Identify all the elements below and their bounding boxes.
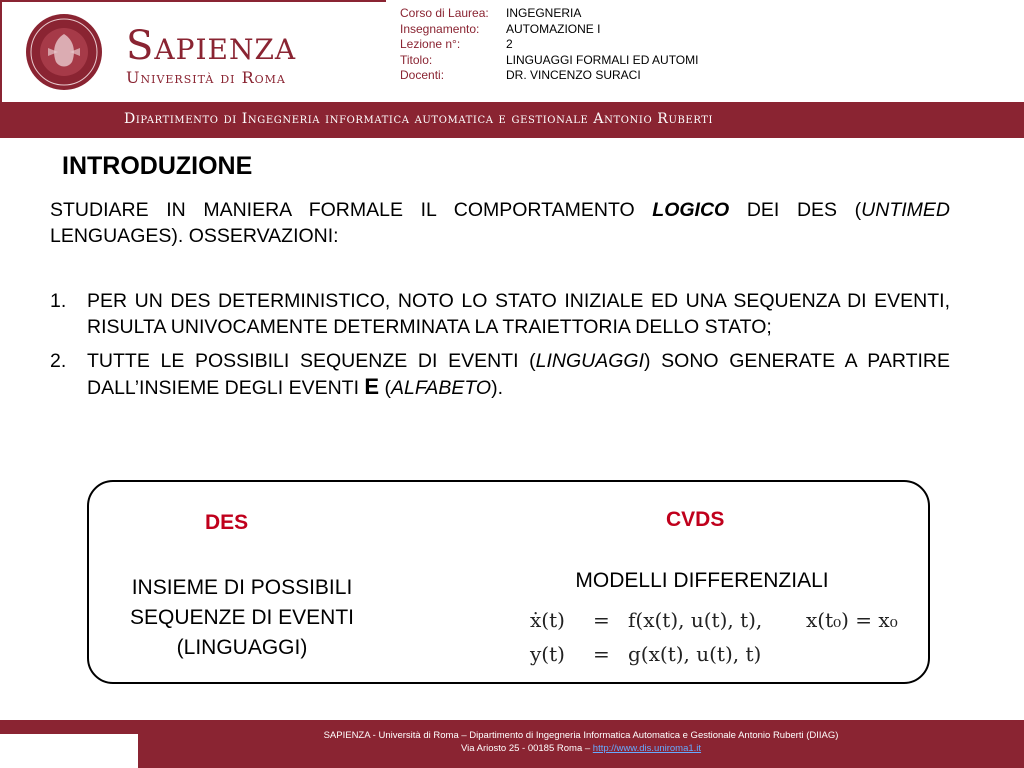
item-text: ).	[491, 377, 504, 399]
des-description	[100, 573, 384, 663]
list-item	[50, 288, 950, 340]
item-alfabeto: ALFABETO	[391, 377, 492, 399]
equation-1-lhs: ẋ(t)	[530, 608, 565, 632]
info-label: Titolo:	[400, 52, 433, 67]
university-city: Università di Roma	[126, 68, 286, 87]
list-number: 2.	[50, 350, 67, 372]
department-band	[0, 102, 1024, 138]
intro-text: DEI DES (	[729, 199, 862, 221]
list-number: 1.	[50, 290, 67, 312]
equation-1-equals: =	[593, 608, 610, 632]
info-value: INGEGNERIA	[506, 6, 582, 20]
info-label: Corso di Laurea:	[400, 6, 489, 20]
footer-address: Via Ariosto 25 - 00185 Roma –	[460, 743, 593, 754]
sapienza-seal-icon	[24, 12, 104, 92]
info-value: AUTOMAZIONE I	[506, 21, 601, 36]
footer-accent	[0, 720, 138, 734]
info-row-teachers	[400, 68, 698, 84]
intro-logico: LOGICO	[652, 199, 730, 221]
university-name: Sapienza	[126, 23, 297, 69]
equation-1-rhs: f(x(t), u(t), t),	[628, 608, 763, 632]
intro-text: LENGUAGES). OSSERVAZIONI:	[50, 225, 339, 247]
info-row-teaching	[400, 22, 698, 38]
info-value: LINGUAGGI FORMALI ED AUTOMI	[506, 52, 699, 67]
list-item	[50, 348, 950, 401]
info-row-course	[400, 6, 698, 22]
list-item-text: PER UN DES DETERMINISTICO, NOTO LO STATO INIZIALE ED UNA SEQUENZA DI EVENTI, RISULTA UNIVOCAMENTE DETERMINATA LA TRAIETTORIA DELLO STATO;	[87, 290, 950, 338]
des-title: DES	[205, 511, 249, 534]
cvds-description: MODELLI DIFFERENZIALI	[575, 569, 829, 592]
item-e: E	[364, 374, 380, 399]
info-label: Docenti:	[400, 68, 445, 82]
info-row-lesson	[400, 37, 698, 53]
footer-website-link[interactable]: http://www.dis.uniroma1.it	[592, 743, 702, 754]
logo-panel	[2, 2, 386, 102]
item-text: ) SONO GENERATE A PARTIRE DALL’INSIEME DEGLI EVENTI	[87, 350, 950, 399]
info-label: Lezione n°:	[400, 37, 461, 51]
list-item-text	[87, 348, 950, 401]
item-text: (	[379, 377, 392, 399]
slide-title: INTRODUZIONE	[62, 152, 253, 180]
intro-untimed: UNTIMED	[861, 199, 950, 221]
footer	[138, 720, 1024, 768]
footer-line-2	[138, 743, 1024, 754]
course-info	[400, 6, 698, 84]
info-row-title	[400, 53, 698, 69]
footer-line-1: SAPIENZA - Università di Roma – Dipartimento di Ingegneria Informatica Automatica e Gestionale Antonio Ruberti (DIIAG)	[323, 730, 839, 741]
intro-text: STUDIARE IN MANIERA FORMALE IL COMPORTAMENTO	[50, 199, 653, 221]
equation-2-rhs: g(x(t), u(t), t)	[628, 642, 762, 666]
info-value: DR. VINCENZO SURACI	[506, 68, 641, 82]
cvds-title: CVDS	[666, 508, 725, 531]
info-label: Insegnamento:	[400, 21, 480, 36]
des-line: (LINGUAGGI)	[176, 636, 308, 659]
des-line: SEQUENZE DI EVENTI	[129, 606, 355, 629]
item-linguaggi: LINGUAGGI	[535, 350, 645, 372]
department-name: Dipartimento di Ingegneria informatica automatica e gestionale Antonio Ruberti	[124, 111, 714, 127]
info-value: 2	[506, 37, 513, 51]
intro-paragraph	[50, 197, 950, 249]
item-text: TUTTE LE POSSIBILI SEQUENZE DI EVENTI (	[87, 350, 536, 372]
des-line: INSIEME DI POSSIBILI	[131, 576, 353, 599]
logo-block	[0, 0, 386, 102]
equation-1-condition: x(t₀) = x₀	[806, 608, 898, 632]
equation-2-equals: =	[593, 642, 610, 666]
equation-2-lhs: y(t)	[530, 642, 565, 666]
